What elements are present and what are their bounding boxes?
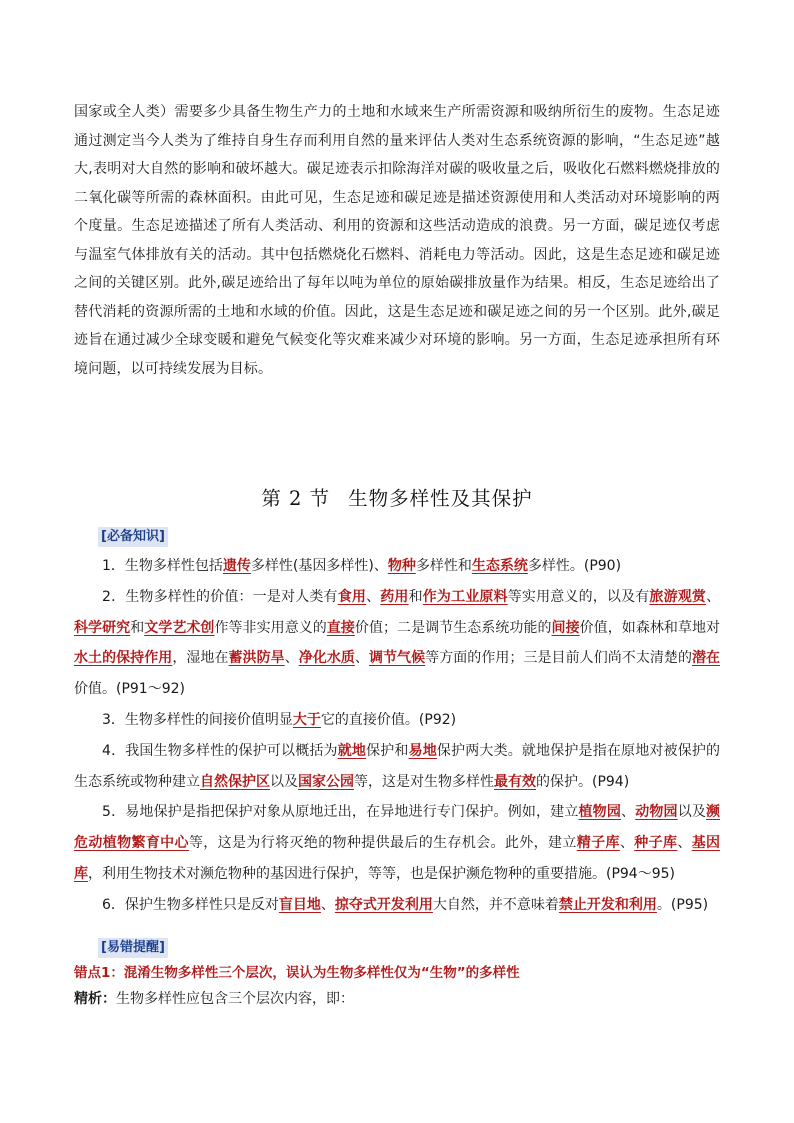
knowledge-item — [74, 551, 720, 582]
item-text: 、 — [320, 896, 335, 913]
key-term: 精子库 — [576, 835, 620, 852]
item-text: 的保护。(P94) — [536, 773, 630, 790]
key-term: 植物园 — [578, 804, 622, 821]
key-term: 就地 — [337, 742, 367, 759]
item-text: 、 — [284, 650, 299, 667]
key-term: 易地 — [408, 742, 437, 759]
analysis-text: 生物多样性应包含三个层次内容，即： — [116, 991, 354, 1007]
item-text: 大自然，并不意味着 — [432, 896, 559, 913]
key-term: 掠夺式开发利用 — [334, 896, 433, 913]
section-title — [0, 483, 794, 511]
knowledge-list — [74, 551, 720, 921]
key-term: 科学研究 — [74, 619, 131, 636]
pitfall-tag: [易错提醒] — [98, 938, 168, 958]
key-term: 种子库 — [634, 835, 678, 852]
key-term: 作为工业原料 — [422, 588, 508, 605]
key-term: 大于 — [292, 711, 321, 728]
analysis-line — [74, 988, 720, 1010]
knowledge-item — [74, 736, 720, 798]
key-term: 物种 — [387, 558, 416, 574]
item-text: 。(P95) — [656, 896, 709, 913]
key-term: 基因库 — [74, 835, 721, 882]
pitfall-heading: 错点1：混淆生物多样性三个层次，误认为生物多样性仅为“生物”的多样性 — [74, 965, 520, 981]
item-text: 3．生物多样性的间接价值明显 — [102, 711, 293, 728]
item-text: 6．保护生物多样性只是反对 — [102, 896, 279, 913]
knowledge-item — [74, 890, 720, 921]
item-text: 2．生物多样性的价值：一是对人类有 — [102, 588, 338, 605]
key-term: 遗传 — [222, 558, 251, 574]
item-text: 多样性(基因多样性)、 — [250, 558, 388, 574]
item-text: 、 — [619, 835, 635, 852]
item-text: 价值。(P91～92) — [74, 681, 185, 698]
key-term: 药用 — [380, 588, 409, 605]
key-term: 调节气候 — [368, 650, 426, 667]
item-text: ，湿地在 — [172, 650, 229, 667]
item-text: 5．易地保护是指把保护对象从原地迁出，在异地进行专门保护。例如，建立 — [102, 804, 579, 821]
key-term: 食用 — [337, 588, 367, 605]
key-term: 潜在 — [692, 650, 721, 667]
key-term: 旅游观赏 — [649, 588, 707, 605]
item-text: 等，这是为行将灭绝的物种提供最后的生存机会。此外，建立 — [188, 835, 577, 852]
key-term: 盲目地 — [278, 896, 321, 913]
knowledge-item — [74, 705, 720, 736]
key-term: 文学艺术创 — [144, 619, 215, 636]
item-text: 和 — [408, 588, 423, 605]
knowledge-item — [74, 582, 720, 705]
knowledge-item — [74, 797, 720, 889]
item-text: 、 — [366, 588, 381, 605]
item-text: 1．生物多样性包括 — [102, 558, 223, 574]
key-term: 濒危动植物繁育中心 — [74, 804, 721, 852]
item-text: 多样性和 — [415, 558, 472, 574]
key-term: 间接 — [551, 619, 580, 636]
item-text: 作等非实用意义的 — [214, 619, 327, 636]
key-term: 动物园 — [635, 804, 678, 821]
item-text: 价值，如森林和草地对 — [579, 619, 721, 636]
key-term: 生态系统 — [471, 558, 528, 574]
item-text: 等实用意义的，以及有 — [507, 588, 650, 605]
key-term: 直接 — [326, 619, 355, 636]
item-text: 等方面的作用；三是目前人们尚不太清楚的 — [425, 650, 692, 667]
item-text: 保护和 — [366, 742, 409, 759]
item-text: 和 — [130, 619, 145, 636]
item-text: 以及 — [270, 773, 298, 790]
item-text: 、 — [354, 650, 369, 667]
key-term: 净化水质 — [298, 650, 355, 667]
key-term: 禁止开发和利用 — [558, 896, 657, 913]
section-number: 第 2 节 — [261, 487, 331, 510]
item-text: ，利用生物技术对濒危物种的基因进行保护，等等，也是保护濒危物种的重要措施。(P94～95) — [88, 865, 675, 882]
item-text: 价值；二是调节生态系统功能的 — [354, 619, 552, 636]
item-text: 保护两大类。就地保护是指在原地对被保护的生态系统或物种建立 — [74, 742, 721, 790]
key-term: 最有效 — [494, 773, 536, 790]
key-term: 自然保护区 — [200, 773, 270, 790]
analysis-label: 精析： — [74, 991, 116, 1007]
item-text: 多样性。(P90) — [527, 558, 622, 574]
item-text: 等，这是对生物多样性 — [354, 773, 494, 790]
key-term: 国家公园 — [298, 773, 354, 790]
item-text: 、 — [677, 835, 692, 852]
item-text: 以及 — [677, 804, 707, 821]
item-text: 、 — [706, 588, 721, 605]
item-text: 它的直接价值。(P92) — [320, 711, 457, 728]
item-text: 4．我国生物多样性的保护可以概括为 — [102, 742, 338, 759]
key-term: 蓄洪防旱 — [228, 650, 285, 667]
item-text: 、 — [621, 804, 636, 821]
knowledge-tag: [必备知识] — [98, 527, 168, 547]
intro-paragraph: 国家或全人类）需要多少具备生物生产力的土地和水域来生产所需资源和吸纳所衍生的废物。生态足迹通过测定当今人类为了维持自身生存而利用自然的量来评估人类对生态系统资源的影响，“生态足迹”越大,表明对大自然的影响和破坏越大。碳足迹表示扣除海洋对碳的吸收量之后，吸收化石燃料燃烧排放的二氧化碳等所需的森林面积。由此可见，生态足迹和碳足迹是描述资源使用和人类活动对环境影响的两个度量。生态足迹描述了所有人类活动、利用的资源和这些活动造成的浪费。另一方面，碳足迹仅考虑与温室气体排放有关的活动。其中包括燃烧化石燃料、消耗电力等活动。因此，这是生态足迹和碳足迹之间的关键区别。此外,碳足迹给出了每年以吨为单位的原始碳排放量作为结果。相反，生态足迹给出了替代消耗的资源所需的土地和水域的价值。因此，这是生态足迹和碳足迹之间的另一个区别。此外,碳足迹旨在通过减少全球变暖和避免气候变化等灾难来减少对环境的影响。另一方面，生态足迹承担所有环境问题，以可持续发展为目标。 — [74, 104, 720, 377]
section-heading: 生物多样性及其保护 — [348, 487, 533, 510]
key-term: 水土的保持作用 — [74, 650, 173, 667]
